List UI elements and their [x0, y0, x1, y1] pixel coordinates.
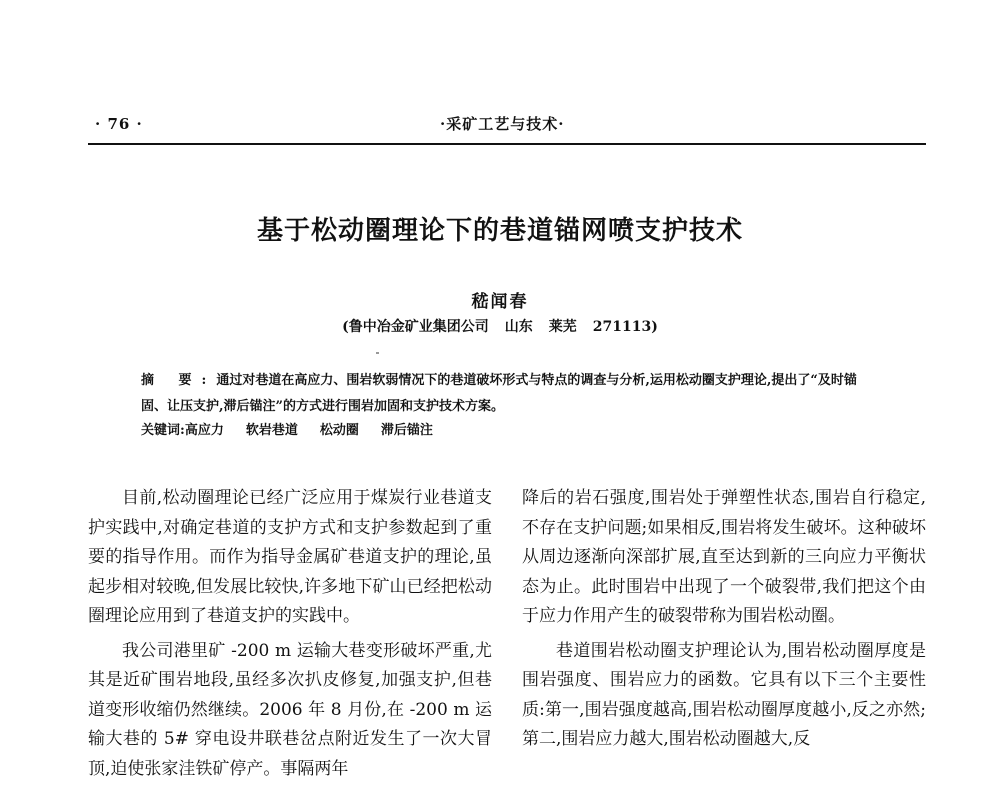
affiliation-city: 莱芜 [548, 319, 577, 335]
body-column-right [522, 484, 926, 760]
keyword: 高应力 [184, 423, 224, 438]
body-paragraph: 降后的岩石强度,围岩处于弹塑性状态,围岩自行稳定,不存在支护问题;如果相反,围岩将发生破坏。这种破坏从周边逐渐向深部扩展,直至达到新的三向应力平衡状态为止。此时围岩中出现了一个破裂带,我们把这个由于应力作用产生的破裂带称为围岩松动圈。 [522, 488, 926, 626]
affiliation-postcode: 271113) [592, 319, 658, 335]
scan-speck [376, 352, 379, 354]
page-number: · 76 · [95, 115, 143, 133]
article-title: 基于松动圈理论下的巷道锚网喷支护技术 [256, 216, 743, 246]
abstract [141, 368, 879, 420]
header-rule [88, 143, 926, 145]
author-affiliation [0, 316, 1000, 336]
body-column-left [88, 484, 492, 789]
affiliation-province: 山东 [504, 319, 533, 335]
abstract-text: 通过对巷道在高应力、围岩软弱情况下的巷道破坏形式与特点的调查与分析,运用松动圈支护理论,提出了“及时锚固、让压支护,滞后锚注”的方式进行围岩加固和支护技术方案。 [141, 373, 857, 414]
keywords-label: 关键词: [141, 423, 185, 438]
keyword: 滞后锚注 [380, 423, 433, 438]
author-name: 嵇闻春 [471, 292, 529, 312]
body-paragraph: 我公司港里矿 -200 m 运输大巷变形破坏严重,尤其是近矿围岩地段,虽经多次扒皮修复,加强支护,但巷道变形收缩仍然继续。2006 年 8 月份,在 -200 m 运输大巷的 5# 穿电设井联巷岔点附近发生了一次大冒顶,迫使张家洼铁矿停产。事隔两年 [88, 640, 492, 779]
abstract-label: 摘 要: [141, 373, 217, 388]
keyword: 软岩巷道 [245, 423, 298, 438]
journal-section-header: ·采矿工艺与技术· [440, 115, 565, 133]
body-paragraph: 目前,松动圈理论已经广泛应用于煤炭行业巷道支护实践中,对确定巷道的支护方式和支护参数起到了重要的指导作用。而作为指导金属矿巷道支护的理论,虽起步相对较晚,但发展比较快,许多地下矿山已经把松动圈理论应用到了巷道支护的实践中。 [88, 488, 492, 626]
body-paragraph: 巷道围岩松动圈支护理论认为,围岩松动圈厚度是围岩强度、围岩应力的函数。它具有以下三个主要性质:第一,围岩强度越高,围岩松动圈厚度越小,反之亦然;第二,围岩应力越大,围岩松动圈越大,反 [522, 640, 926, 749]
affiliation-org: (鲁中冶金矿业集团公司 [342, 319, 489, 335]
keywords [141, 418, 879, 444]
keyword: 松动圈 [319, 423, 359, 438]
